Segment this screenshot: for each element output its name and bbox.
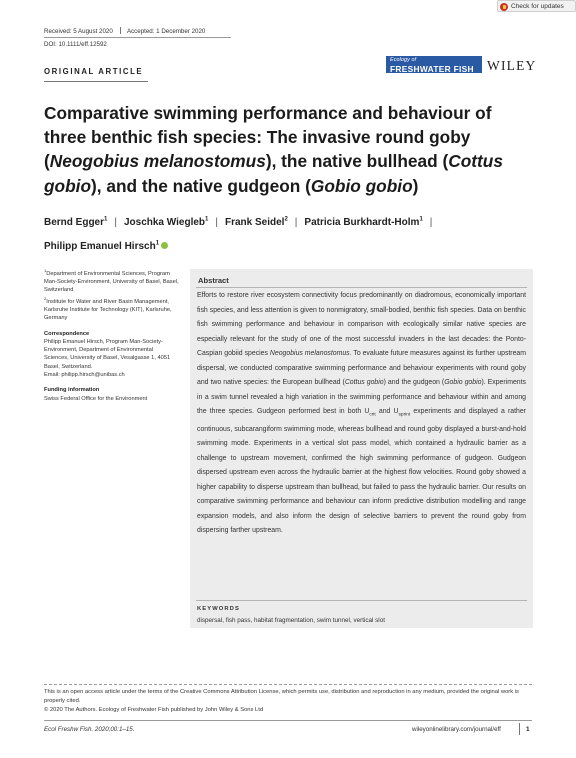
page-divider <box>519 723 520 735</box>
journal-logo-line2: FRESHWATER FISH <box>390 63 474 74</box>
keywords-heading: KEYWORDS <box>197 606 240 612</box>
author-affiliation-mark: 1 <box>205 217 209 223</box>
journal-url[interactable]: wileyonlinelibrary.com/journal/eff <box>412 726 501 733</box>
funding-heading: Funding information <box>44 387 100 394</box>
correspondence-heading: Correspondence <box>44 330 90 337</box>
correspondence-email[interactable]: Email: philipp.hirsch@unibas.ch <box>44 372 125 379</box>
author-separator: | <box>294 217 298 229</box>
title-part: Comparative swimming performance and behaviour of three benthic fish species: The invasive round goby ( <box>44 103 492 172</box>
accepted-date: Accepted: 1 December 2020 <box>126 28 206 35</box>
abstract-heading: Abstract <box>198 276 229 285</box>
check-for-updates-button[interactable] <box>497 0 576 12</box>
author-name[interactable]: Joschka Wiegleb$^1$ <box>123 217 209 229</box>
license-text: This is an open access article under the terms of the Creative Commons Attribution License, which permits use, distribution and reproduction in any medium, provided the original work is properly cited. <box>44 689 519 704</box>
title-part: ) <box>412 175 419 196</box>
funding <box>44 386 179 403</box>
funding-body: Swiss Federal Office for the Environment <box>44 395 148 402</box>
author-affiliation-mark: 1 <box>104 217 108 223</box>
author-separator: | <box>429 217 433 229</box>
license-note <box>44 688 534 714</box>
title-species: Gobio gobio <box>310 175 413 196</box>
author-name[interactable]: Bernd Egger$^1$ <box>44 217 108 229</box>
article-type: ORIGINAL ARTICLE <box>44 67 144 76</box>
author-separator: | <box>114 217 117 229</box>
doi[interactable]: DOI: 10.1111/eff.12592 <box>44 41 107 48</box>
abstract-rule <box>196 287 527 288</box>
title-species: Cottus gobio <box>44 151 503 196</box>
author-name[interactable]: Patricia Burkhardt-Holm$^1$ <box>304 217 423 229</box>
keywords-rule <box>196 600 527 601</box>
orcid-icon[interactable] <box>161 242 168 249</box>
title-part: ), the native bullhead ( <box>265 151 449 172</box>
received-date: Received: 5 August 2020 <box>44 28 113 35</box>
author-list <box>44 210 514 257</box>
author-affiliation-mark: 2 <box>284 217 288 223</box>
author-affiliation-mark: 1 <box>155 240 160 247</box>
correspondence <box>44 330 179 380</box>
keywords-list: dispersal, fish pass, habitat fragmentation, swim tunnel, vertical slot <box>197 617 385 624</box>
title-species: Neogobius melanostomus <box>49 151 266 172</box>
author-info-sidebar <box>44 267 179 410</box>
check-for-updates-label: Check for updates <box>511 3 564 10</box>
dates-divider <box>120 27 121 34</box>
bottom-rule <box>44 720 532 721</box>
author-affiliation-mark: 1 <box>419 217 423 223</box>
journal-logo <box>386 56 482 73</box>
title-part: ), and the native gudgeon ( <box>91 175 311 196</box>
publisher-logo: WILEY <box>487 58 537 73</box>
article-title <box>44 101 514 198</box>
footer-rule <box>44 684 532 685</box>
author-name[interactable]: Frank Seidel$^2$ <box>224 217 288 229</box>
dates-line <box>44 27 205 35</box>
journal-logo-line1: Ecology of <box>390 57 417 63</box>
crossmark-icon <box>500 3 508 11</box>
author-name[interactable]: Philipp Emanuel Hirsch$^1$ <box>44 240 160 252</box>
copyright-text: © 2020 The Authors. Ecology of Freshwater Fish published by John Wiley & Sons Ltd <box>44 706 264 713</box>
abstract-text: Efforts to restore river ecosystem connectivity focus predominantly on diadromous, economically important fish species, and less attention is given to nonmigratory, small-bodied, benthic fish species. Data on benthic fish swimming performance and behaviour in comparison with ecologically similar native species are especially relevant for the study of one of the most successful invaders in the last decades: the Ponto-Caspian gobiid species Neogobius melanostomus. To evaluate future measures against its further upstream dispersal, we conducted comparative swimming performance and behaviour experiments with round goby and two native species: the European bullhead (Cottus gobio) and the gudgeon (Gobio gobio). Experiments in a swim tunnel revealed a high variation in the swimming performance and behaviour within and among the three species. Gudgeon performed best in both $U_{crit}$ and $U_{sprint}$ experiments and displayed a rather continuous, subcarangiform swimming mode, whereas bullhead and round goby displayed a burst-and-hold swimming mode. Experiments in a vertical slot pass model, which contained a hydraulic barrier as a challenge to upstream movement, confirmed the high swimming performance of gudgeon. Gudgeon dispersed upstream even across the hydraulic barrier at the highest flow velocities. Round goby showed a higher capability to disperse upstream than bullhead, but failed to pass the hydraulic barrier. Our results on comparative swimming performance and behaviour can inform predictive distribution modelling and range expansion models, and also inform the design of selective barriers to prevent the round goby from dispersing farther upstream. <box>197 292 527 535</box>
journal-citation: Ecol Freshw Fish. 2020;00:1–15. <box>44 726 135 733</box>
page-number: 1 <box>526 726 530 733</box>
dates-rule <box>44 37 231 38</box>
article-type-rule <box>44 81 148 82</box>
correspondence-address: Philipp Emanuel Hirsch, Program Man-Society-Environment, Department of Environmental Sciences, University of Basel, Vesalgasse 1, 4051 Basel, Switzerland. <box>44 338 171 370</box>
affiliation: $^1$Department of Environmental Sciences, Program Man-Society-Environment, University of Basel, Basel, Switzerland $^2$Institute for Water and River Basin Management, Karlsruhe Institute for Technology (KIT), Karlsruhe, Germany <box>44 268 179 322</box>
author-separator: | <box>215 217 218 229</box>
